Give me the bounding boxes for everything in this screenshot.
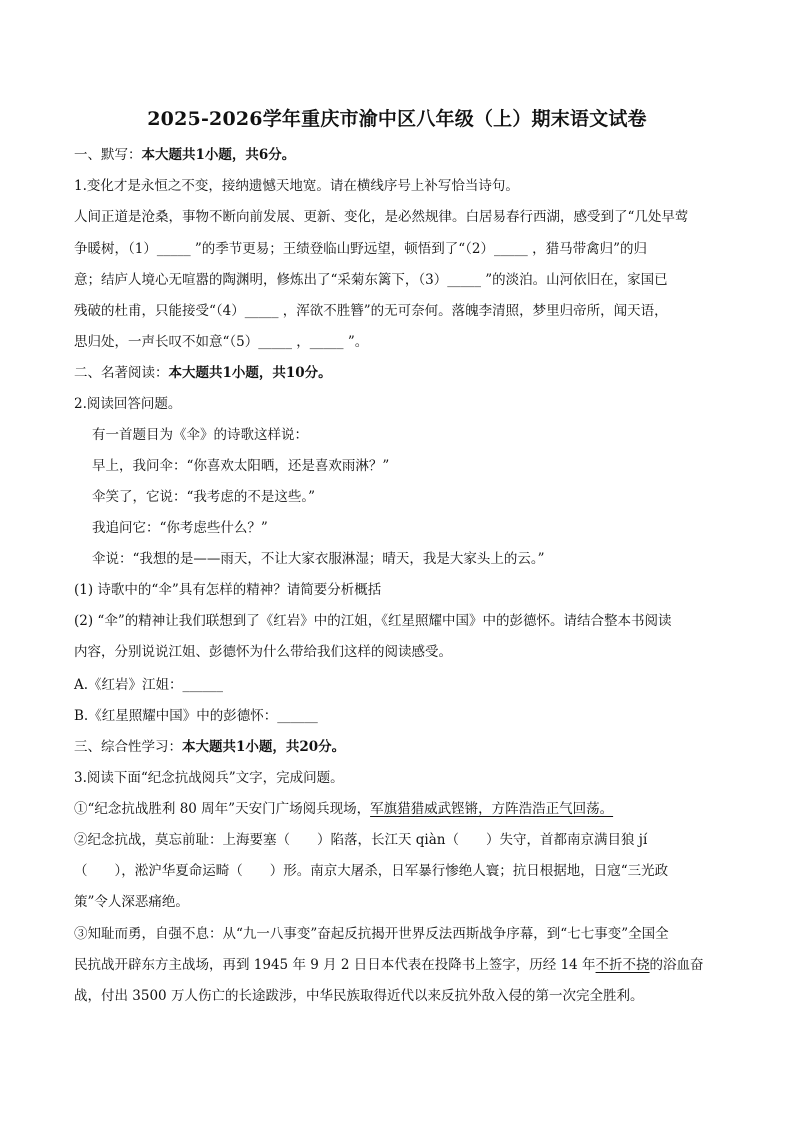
q2-sub-1: (1) 诗歌中的“伞”具有怎样的精神？请简要分析概括 xyxy=(74,582,382,598)
section-1-info: 本大题共1小题，共6分。 xyxy=(141,147,296,163)
poem-line-5: 伞说：“我想的是——雨天，不让大家衣服淋湿；晴天，我是大家头上的云。” xyxy=(92,551,545,567)
poem-line-3: 伞笑了，它说：“我考虑的不是这些。” xyxy=(92,489,316,505)
section-3-info: 本大题共1小题，共20分。 xyxy=(182,739,346,755)
q1-text-line-1: 人间正道是沧桑，事物不断向前发展、更新、变化，是必然规律。白居易春行西湖，感受到了“几处早莺 xyxy=(74,209,689,225)
q1-stem: 1.变化才是永恒之不变，接纳遗憾天地宽。请在横线序号上补写恰当诗句。 xyxy=(74,178,519,194)
q3-item-2-line-3: 策”令人深恶痛绝。 xyxy=(74,894,189,910)
q3-item-1-underlined: 军旗猎猎威武铿锵，方阵浩浩正气回荡。 xyxy=(370,801,614,817)
q1-text-line-2: 争暖树，（1）_____ ”的季节更易；王绩登临山野远望，顿悟到了“（2）_____ ，猎马带禽归”的归 xyxy=(74,241,647,257)
poem-line-2: 早上，我问伞：“你喜欢太阳晒，还是喜欢雨淋？” xyxy=(92,458,390,474)
section-3-label: 三、综合性学习： xyxy=(74,739,182,755)
q3-item-2-line-2: （ ），淞沪华夏命运畸（ ）形。南京大屠杀，日军暴行惨绝人寰；抗日根据地，日寇“三光政 xyxy=(74,863,669,879)
q3-item-3-line-1: ③知耻而勇，自强不息：从“九一八事变”奋起反抗揭开世界反法西斯战争序幕，到“七七事变”全国全 xyxy=(74,926,669,942)
section-2-label: 二、名著阅读： xyxy=(74,365,169,381)
q2-sub-2-line-2: 内容，分别说说江姐、彭德怀为什么带给我们这样的阅读感受。 xyxy=(74,644,452,660)
section-2-info: 本大题共1小题，共10分。 xyxy=(168,365,332,381)
exam-title: 2025-2026学年重庆市渝中区八年级（上）期末语文试卷 xyxy=(147,108,647,130)
q3-item-1 xyxy=(74,800,613,818)
poem-line-4: 我追问它：“你考虑些什么？” xyxy=(92,520,268,536)
section-1-heading xyxy=(74,146,295,164)
q1-text-line-4: 残破的杜甫，只能接受“（4）_____ ，浑欲不胜簪”的无可奈何。落魄李清照，梦里归帝所，闻天语， xyxy=(74,303,668,319)
q1-text-line-5: 思归处，一声长叹不如意“（5）_____ ，_____ ”。 xyxy=(74,334,369,350)
q3-stem: 3.阅读下面“纪念抗战阅兵”文字，完成问题。 xyxy=(74,770,344,786)
q3-item-3-underlined: 不折不挠 xyxy=(595,957,650,973)
q2-option-a: A.《红岩》江姐：______ xyxy=(74,677,224,693)
q3-item-3-line-3: 战，付出 3500 万人伤亡的长途跋涉，中华民族取得近代以来反抗外敌入侵的第一次完全胜利。 xyxy=(74,988,644,1004)
section-1-label: 一、默写： xyxy=(74,147,142,163)
q3-item-2-line-1: ②纪念抗战，莫忘前耻：上海要塞（ ）陷落，长江天 qiàn（ ）失守，首都南京满目狼 jí xyxy=(74,832,648,848)
q3-item-3-text: 民抗战开辟东方主战场，再到 1945 年 9 月 2 日日本代表在投降书上签字，历经 14 年 xyxy=(74,957,596,973)
q1-text-line-3: 意；结庐人境心无喧嚣的陶渊明，修炼出了“采菊东篱下，（3）_____ ”的淡泊。山河依旧在，家国已 xyxy=(74,272,668,288)
section-3-heading xyxy=(74,738,345,756)
q2-sub-2-line-1: (2) “伞”的精神让我们联想到了《红岩》中的江姐，《红星照耀中国》中的彭德怀。请结合整本书阅读 xyxy=(74,613,672,629)
q3-item-3-text-end: 的浴血奋 xyxy=(649,957,704,973)
poem-line-1: 有一首题目为《伞》的诗歌这样说： xyxy=(92,427,308,443)
section-2-heading xyxy=(74,364,332,382)
q3-item-3-line-2 xyxy=(74,956,704,974)
q2-stem: 2.阅读回答问题。 xyxy=(74,396,182,412)
q3-item-1-text: ①“纪念抗战胜利 80 周年”天安门广场阅兵现场， xyxy=(74,801,371,817)
q2-option-b: B.《红星照耀中国》中的彭德怀：______ xyxy=(74,708,318,724)
